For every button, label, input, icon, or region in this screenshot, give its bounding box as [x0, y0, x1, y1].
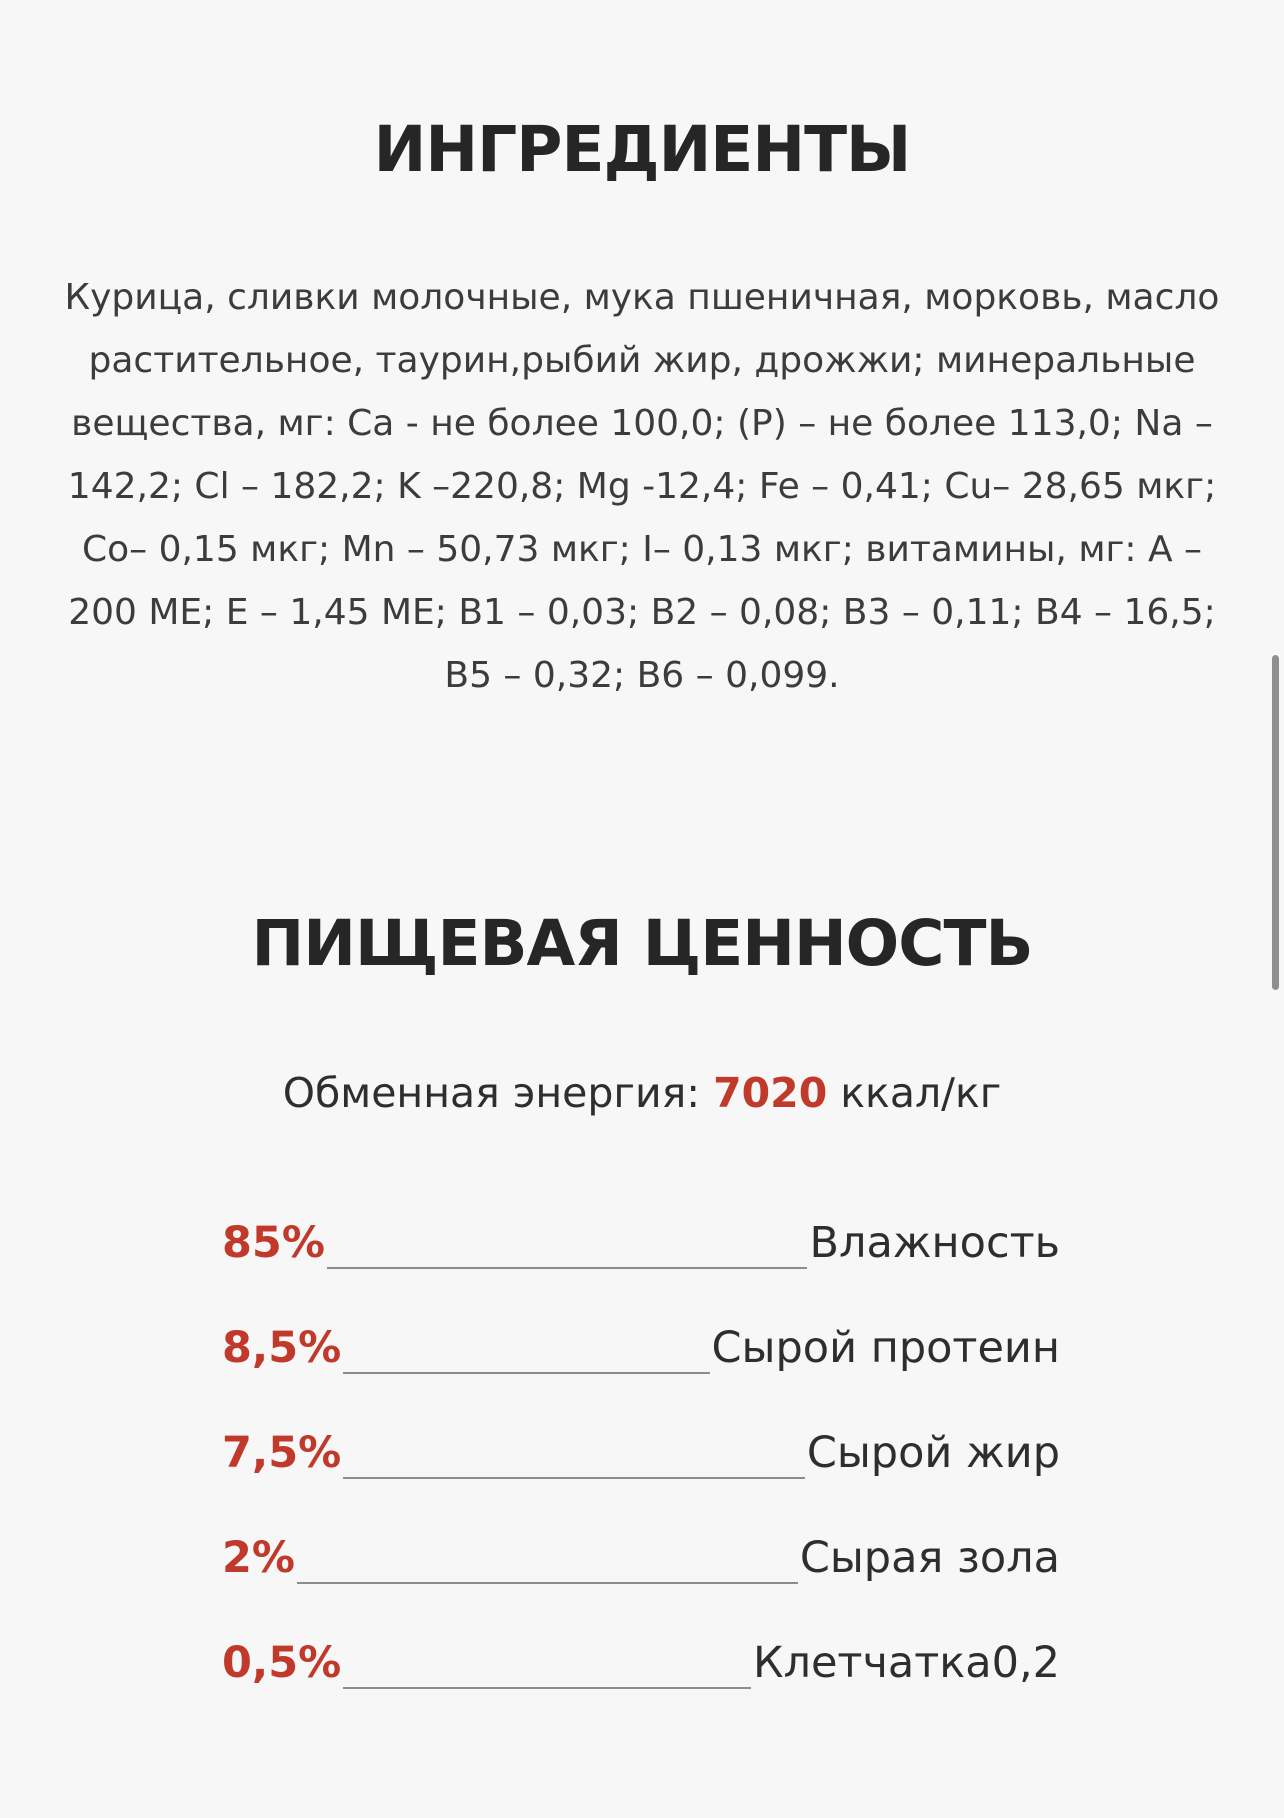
leader-line [343, 1328, 709, 1374]
nutrient-name: Сырая зола [799, 1533, 1060, 1583]
leader-line [327, 1223, 808, 1269]
nutrient-name: Влажность [809, 1218, 1060, 1268]
nutrient-name: Клетчатка0,2 [752, 1638, 1060, 1688]
nutrient-percent: 2% [222, 1533, 296, 1583]
nutrient-name: Сырой протеин [711, 1323, 1060, 1373]
leader-line [343, 1433, 805, 1479]
nutrient-name: Сырой жир [806, 1428, 1060, 1478]
energy-unit: ккал/кг [840, 1069, 1002, 1117]
energy-line [0, 1065, 1284, 1121]
leader-line [297, 1538, 798, 1584]
nutrient-row-fiber [222, 1586, 1060, 1691]
nutrient-row-moisture [222, 1166, 1060, 1271]
energy-value: 7020 [713, 1069, 828, 1117]
ingredients-heading: ИНГРЕДИЕНТЫ [373, 113, 911, 186]
nutrient-percent: 0,5% [222, 1638, 342, 1688]
scrollbar-thumb[interactable] [1272, 655, 1279, 990]
nutrient-list [222, 1166, 1060, 1691]
nutrition-heading: ПИЩЕВАЯ ЦЕННОСТЬ [251, 907, 1033, 980]
ingredients-text: Курица, сливки молочные, мука пшеничная, морковь, масло растительное, таурин,рыбий жир, дрожжи; минеральные вещества, мг: Ca - не более 100,0; (P) – не более 113,0; Na – 142,2; Cl – 182,2; K –220,8; Mg -12,4; Fe – 0,41; Cu– 28,65 мкг; Co– 0,15 мкг; Mn – 50,73 мкг; I– 0,13 мкг; витамины, мг: А – 200 МЕ; Е – 1,45 МЕ; В1 – 0,03; В2 – 0,08; В3 – 0,11; В4 – 16,5; В5 – 0,32; В6 – 0,099. [64, 277, 1220, 696]
leader-line [343, 1643, 751, 1689]
nutrient-percent: 85% [222, 1218, 325, 1268]
energy-label: Обменная энергия: [282, 1069, 701, 1117]
nutrient-row-protein [222, 1271, 1060, 1376]
nutrient-row-fat [222, 1376, 1060, 1481]
nutrient-percent: 8,5% [222, 1323, 342, 1373]
nutrient-row-ash [222, 1481, 1060, 1586]
nutrient-percent: 7,5% [222, 1428, 342, 1478]
